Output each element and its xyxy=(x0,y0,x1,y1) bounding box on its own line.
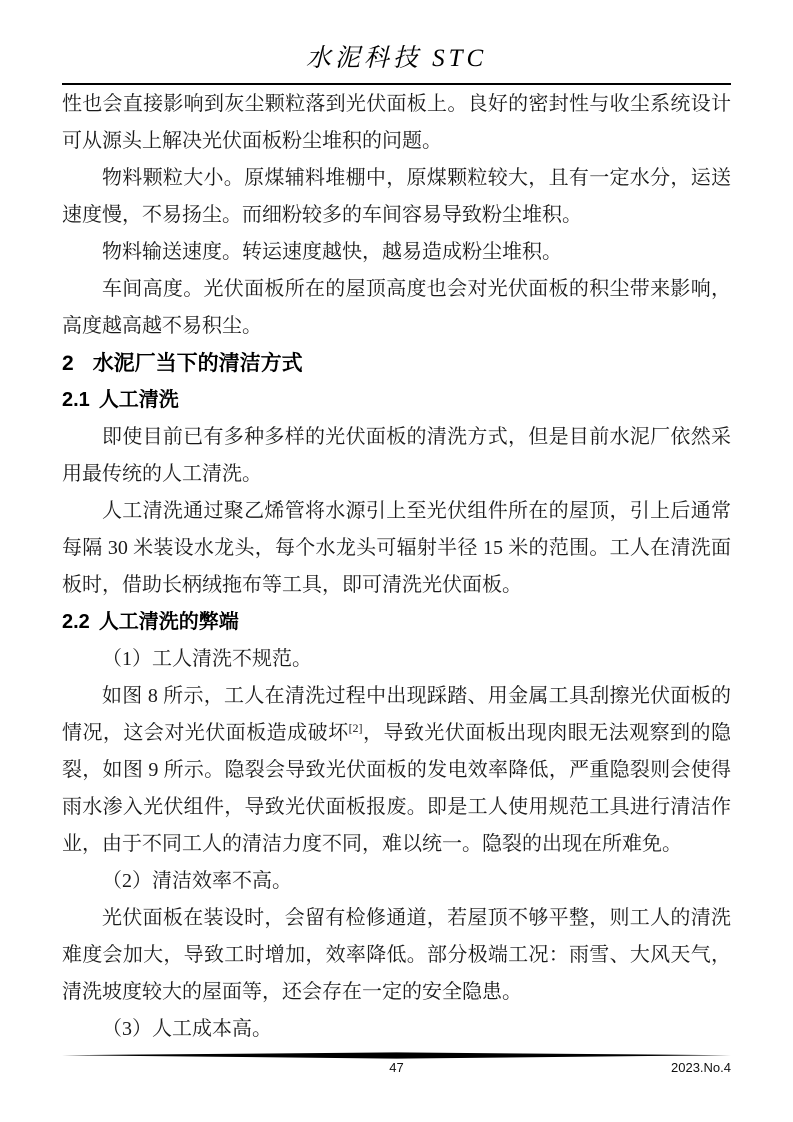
citation-ref-2: [2] xyxy=(348,721,363,735)
footer-row xyxy=(62,1060,731,1078)
subsection-title: 人工清洗 xyxy=(98,389,179,411)
section-title: 水泥厂当下的清洁方式 xyxy=(92,352,303,375)
paragraph-item2: （2）清洁效率不高。 xyxy=(102,870,292,892)
subsection-title: 人工清洗的弊端 xyxy=(98,611,239,633)
subsection-heading-2-1 xyxy=(62,382,731,419)
paragraph-workshop-height: 车间高度。光伏面板所在的屋顶高度也会对光伏面板的积尘带来影响，高度越高越不易积尘。 xyxy=(62,278,731,337)
page-number: 47 xyxy=(389,1060,404,1075)
section-heading-2 xyxy=(62,345,731,382)
paragraph-manual-method: 人工清洗通过聚乙烯管将水源引上至光伏组件所在的屋顶，引上后通常每隔 30 米装设水龙头，每个水龙头可辐射半径 15 米的范围。工人在清洗面板时，借助长柄绒拖布等工具，即可清洗光伏面板。 xyxy=(62,500,731,596)
paragraph-item2-detail: 光伏面板在装设时，会留有检修通道，若屋顶不够平整，则工人的清洗难度会加大，导致工时增加，效率降低。部分极端工况：雨雪、大风天气，清洗坡度较大的屋面等，还会存在一定的安全隐患。 xyxy=(62,907,731,1003)
paragraph-manual-intro: 即使目前已有多种多样的光伏面板的清洗方式，但是目前水泥厂依然采用最传统的人工清洗。 xyxy=(62,426,731,485)
paragraph-particle-size: 物料颗粒大小。原煤辅料堆棚中，原煤颗粒较大，且有一定水分，运送速度慢，不易扬尘。而细粉较多的车间容易导致粉尘堆积。 xyxy=(62,167,731,226)
paragraph-continuation: 性也会直接影响到灰尘颗粒落到光伏面板上。良好的密封性与收尘系统设计可从源头上解决光伏面板粉尘堆积的问题。 xyxy=(62,93,731,152)
issue-label: 2023.No.4 xyxy=(671,1060,731,1075)
item1-detail-text-after: ，导致光伏面板出现肉眼无法观察到的隐裂，如图 9 所示。隐裂会导致光伏面板的发电效率降低，严重隐裂则会使得雨水渗入光伏组件，导致光伏面板报废。即是工人使用规范工具进行清洁作业，由于不同工人的清洁力度不同，难以统一。隐裂的出现在所难免。 xyxy=(62,722,731,855)
page-footer xyxy=(62,1052,731,1078)
item1-detail-text-before: 如图 8 所示，工人在清洗过程中出现踩踏、用金属工具刮擦光伏面板的情况，这会对光伏面板造成破坏 xyxy=(62,685,731,744)
paragraph-item1-detail xyxy=(62,678,731,863)
section-number: 2 xyxy=(62,352,74,375)
subsection-heading-2-2 xyxy=(62,604,731,641)
paragraph-transport-speed: 物料输送速度。转运速度越快，越易造成粉尘堆积。 xyxy=(102,241,562,263)
footer-rule xyxy=(62,1052,731,1059)
page-header xyxy=(0,0,793,85)
subsection-number: 2.1 xyxy=(62,389,90,411)
subsection-number: 2.2 xyxy=(62,611,90,633)
paragraph-item3: （3）人工成本高。 xyxy=(102,1018,272,1040)
paragraph-item1: （1）工人清洗不规范。 xyxy=(102,648,312,670)
journal-title: 水泥科技 STC xyxy=(305,45,488,72)
article-body xyxy=(0,85,793,1048)
